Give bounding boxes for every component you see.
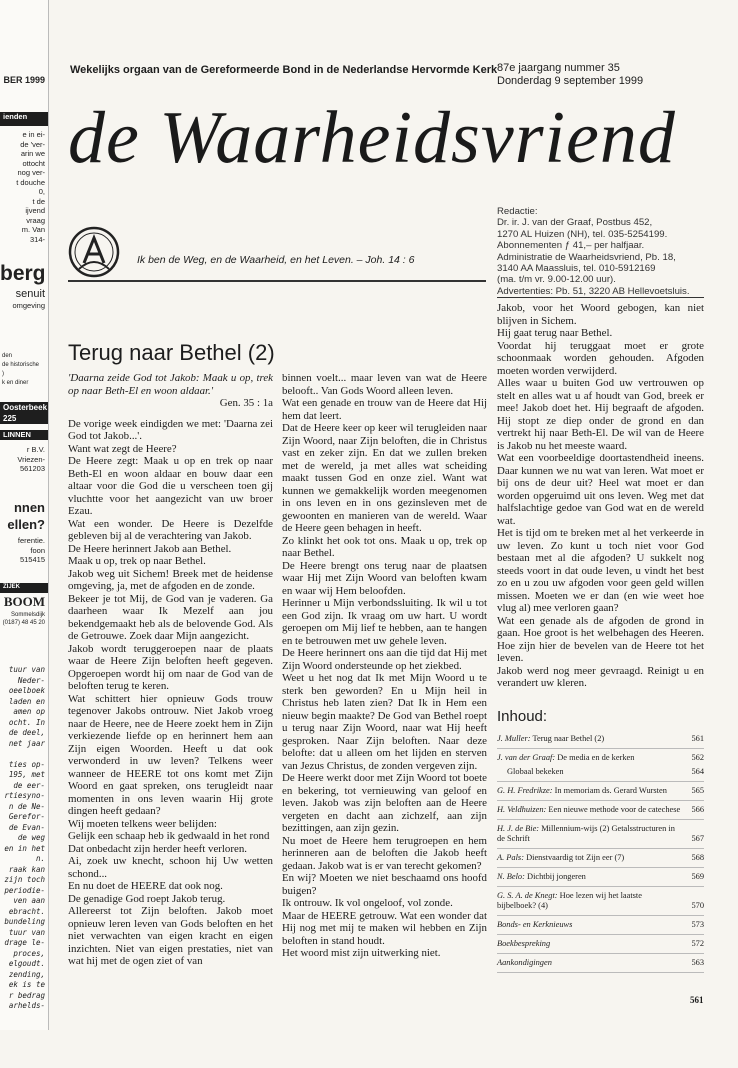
toc-title: Dienstvaardig tot Zijn eer (7) <box>526 853 625 862</box>
toc-entry-text <box>497 786 682 796</box>
article-paragraph: Allereerst tot Zijn beloften. Jakob moet opnieuw leren leven van Gods beloften en het niet verwachten van eigen kracht en eigen inzichten. Niet van eigen prestaties, niet van wat hij met de ogen ziet of van <box>68 905 273 967</box>
issue-date: Donderdag 9 september 1999 <box>497 75 644 87</box>
article-paragraph: De Heere werkt door met Zijn Woord tot boete en bekering, tot vernieuwing van geloof en leven. Jakob was zijn beloften aan de Heere vergeten en dacht aan zichzelf, aan zijn bezittingen, aan zijn gezin. <box>282 772 487 834</box>
article-paragraph: Voordat hij teruggaat moet er grote schoonmaak worden gehouden. Afgoden moeten worden verwijderd. <box>497 339 704 377</box>
toc-author: J. Muller: <box>497 734 531 743</box>
toc-entry <box>497 782 704 801</box>
redactie-line: Abonnementen ƒ 41,– per halfjaar. <box>497 240 645 252</box>
toc-entry <box>497 849 704 868</box>
toc-entry-text <box>497 920 682 930</box>
strip-sub2: omgeving <box>12 301 45 310</box>
alpha-omega-logo-icon <box>67 225 121 279</box>
article-paragraph: Hij gaat terug naar Bethel. <box>497 327 613 339</box>
toc-title: Dichtbij jongeren <box>527 872 586 881</box>
article-paragraph: Gen. 35 : 1a <box>219 397 273 409</box>
issue-volume: 87e jaargang nummer 35 <box>497 62 620 74</box>
strip-boom: BOOM <box>3 594 45 609</box>
toc-author: H. Veldhuizen: <box>497 805 547 814</box>
article-paragraph: Jakob weg uit Sichem! Breek met de heidense omgeving, ja, met de afgoden en de zonde. <box>68 567 273 592</box>
toc-page: 569 <box>691 872 704 881</box>
article-paragraph: En wij? Moeten we niet beschaamd ons hoofd buigen? <box>282 872 487 897</box>
toc-title: Terug naar Bethel (2) <box>532 734 605 743</box>
redactie-line: Dr. ir. J. van der Graaf, Postbus 452, <box>497 217 653 229</box>
article-paragraph: De vorige week eindigden we met: 'Daarna zei God tot Jakob...'. <box>68 417 273 442</box>
article-paragraph: Wat een voorbeeldige doortastendheid ineens. Daar kunnen we nu wat van leren. Wat moet er bij ons de deur uit? Heel wat moet er dan worden opgeruimd uit ons leven. Weg met dat halfslachtige gedoe van God wat en de wereld wat. <box>497 452 704 527</box>
strip-boom-sub: Sommelsdijk (0187) 48 45 20 <box>2 612 45 626</box>
previous-page-strip <box>0 0 49 1030</box>
redactie-info <box>497 206 690 297</box>
toc-author: N. Belo: <box>497 872 525 881</box>
article-paragraph: Wat een genade en trouw van de Heere dat Hij hem dat leert. <box>282 397 487 422</box>
article-paragraph: Wat schittert hier opnieuw Gods trouw tegenover Jakobs ontrouw. Niet Jakob vroeg naar de Heere, nee de Heere zoekt hem in Zijn verkiezende liefde op en herinnert hem aan Zijn eigen Woorden. Heeft u dat ook verwonderd in uw leven? Telkens weer wanneer de HEERE tot ons komt met Zijn Woord en gaat spreken, ons terugleidt naar momenten in ons leven waarin Hij grote dingen heeft gedaan? <box>68 692 273 817</box>
toc-page: 568 <box>691 853 704 862</box>
toc-page: 565 <box>691 786 704 795</box>
article-paragraph: Maak u op, trek op naar Bethel. <box>68 555 206 567</box>
toc-entry-text <box>497 734 682 744</box>
article-paragraph: De Heere herinnert Jakob aan Bethel. <box>68 542 232 555</box>
toc-author: H. J. de Bie: <box>497 824 540 833</box>
article-paragraph: Alles waar u buiten God uw vertrouwen op stelt en alles wat u af houdt van God, breek er mee! Jakob doet het. Hij begraaft de afgoden. Hij stopt ze diep onder de grond en dan vertrekt hij naar Beth-El. De wil van de Heere is Jakob nu het meeste waard. <box>497 377 704 452</box>
article-paragraph: Het is tijd om te breken met al het verkeerde in uw leven. Zo kunt u toch niet voor God bestaan met al die afgoden? U sukkelt nog steeds voort in dat oude leven, u vindt het best zo en u zou uw afgoden voor geen geld willen missen. Moeten we er dan (en wie weet hoe vlug al) mee verloren gaan? <box>497 527 704 614</box>
motto: Ik ben de Weg, en de Waarheid, en het Leven. – Joh. 14 : 6 <box>137 254 415 266</box>
masthead-title: de Waarheidsvriend <box>68 97 676 179</box>
page-number: 561 <box>690 995 704 1005</box>
strip-address: r B.V. Vriezen- 561203 <box>17 445 45 473</box>
toc-entry-text <box>497 958 682 968</box>
tagline: Wekelijks orgaan van de Gereformeerde Bond in de Nederlandse Hervormde Kerk <box>70 64 498 76</box>
toc-entry <box>497 868 704 887</box>
toc-entry-text <box>497 753 682 763</box>
strip-ad-1: Oosterbeek 225 <box>0 402 48 424</box>
toc-entry <box>497 935 704 954</box>
toc-entry <box>497 749 704 767</box>
strip-date: BER 1999 <box>3 75 45 85</box>
article-paragraph: Weet u het nog dat Ik met Mijn Woord u te sterk ben geworden? En u Mijn heil in Christus heb laten zien? Dat Ik in Hem een nieuw begin maakte? De God van Bethel roept u terug naar Zijn Woord, naar wat Hij heeft gesproken. Naar Zijn beloften. Naar deze belofte: dat u alleen om het lijden en sterven van Jezus Christus, de zonden vergeven zijn. <box>282 672 487 772</box>
article-column-1 <box>68 372 273 968</box>
toc-title: Bonds- en Kerknieuws <box>497 920 573 929</box>
article-paragraph: Bekeer je tot Mij, de God van je vaderen. Ga daarheen waar Ik Mezelf aan jou bekendgemaakt heb als de belovende God. Als de Getrouwe. Zoek daar Mijn aangezicht. <box>68 592 273 642</box>
toc-entry <box>497 801 704 820</box>
toc-entry-text <box>497 872 682 882</box>
strip-small: den de historische ) k en diner <box>2 353 40 386</box>
article-paragraph: Het woord mist zijn uitwerking niet. <box>282 947 441 959</box>
article-paragraph: Wat een wonder. De Heere is Dezelfde gebleven bij al de verachtering van Jakob. <box>68 517 273 542</box>
article-paragraph: Maar de HEERE getrouw. Wat een wonder dat Hij nog met mij te maken wil hebben en Zijn beloften in stand houdt. <box>282 909 487 947</box>
toc-page: 566 <box>691 805 704 814</box>
toc-page: 567 <box>691 834 704 843</box>
redactie-line: 1270 AL Huizen (NH), tel. 035-5254199. <box>497 228 668 240</box>
article-paragraph: De genadige God roept Jakob terug. <box>68 892 226 905</box>
toc-page: 564 <box>691 767 704 776</box>
redactie-line: Redactie: <box>497 206 538 217</box>
article-title: Terug naar Bethel (2) <box>68 340 275 365</box>
article-paragraph: De Heere brengt ons terug naar de plaatsen waar Hij met Zijn Woord van beloften kwam en waar wij Hem beloofden. <box>282 559 487 597</box>
toc-entry <box>497 887 704 916</box>
article-paragraph: Dat onbedacht zijn herder heeft verloren. <box>68 842 248 855</box>
article-paragraph: De Heere herinnert ons aan die tijd dat Hij met Zijn Woord ondersteunde op het ziekbed. <box>282 647 487 672</box>
toc-title: In memoriam ds. Gerard Wursten <box>554 786 667 795</box>
article-paragraph: Want wat zegt de Heere? <box>68 442 177 455</box>
toc-page: 561 <box>691 734 704 743</box>
article-paragraph: De Heere zegt: Maak u op en trek op naar Beth-El en woon aldaar en bouw daar een altaar voor die God die u verscheen toen gij vluchtte voor het aangezicht van uw broer Ezau. <box>68 455 273 517</box>
toc-entry <box>497 820 704 849</box>
toc-entry-text <box>497 939 682 949</box>
article-column-3 <box>497 302 704 690</box>
toc-title: Globaal bekeken <box>507 767 564 776</box>
toc-page: 562 <box>691 753 704 762</box>
article-paragraph: binnen voelt... maar leven van wat de Heere belooft.. Van Gods Woord alleen leven. <box>282 372 487 397</box>
strip-ad-text: tuur van Neder- oeelboek laden en amen op ocht. In de deel, net jaar ties op- 195, met de eer- rtiesyno- n de Ne- Gerefor- de Evan- de weg en in het n. raak kan zijn toch periodie- ven aan ebracht. bundeling tuur van drage le- proces, elgoudt. zending, ek is te r bedrag arhelds- <box>4 665 45 1010</box>
strip-sub: senuit <box>15 288 45 300</box>
article-paragraph: Ik ontrouw. Ik vol ongeloof, vol zonde. <box>282 897 453 909</box>
article-paragraph: Dat de Heere keer op keer wil terugleiden naar Zijn Woord, naar Zijn beloften, die in Christus vast en zeker zijn. En dat we zullen breken met de wereld, ja met alles wat scheiding maakt tussen God en onze ziel. Want wat kunnen we gemakkelijk worden meegenomen in ons leven en in ons gezinsleven met de gewoonten en manieren van de wereld. Waar de Heere geen behagen in heeft. <box>282 422 487 534</box>
toc-page: 573 <box>691 920 704 929</box>
table-of-contents <box>497 730 704 973</box>
article-paragraph: 'Daarna zeide God tot Jakob: Maak u op, trek op naar Beth-El en woon aldaar.' <box>68 372 273 397</box>
toc-title: Boekbespreking <box>497 939 551 948</box>
toc-title: Millennium-wijs (2) Getalsstructuren in de Schrift <box>497 824 675 843</box>
redactie-line: 3140 AA Maassluis, tel. 010-5912169 <box>497 263 656 275</box>
strip-text: e in ei- de 'ver- arin we ottocht nog ver- t douche 0, t de ijvend vraag m. Van 314- <box>16 130 45 244</box>
toc-entry <box>497 916 704 935</box>
article-paragraph: Gelijk een schaap heb ik gedwaald in het rond <box>68 830 270 842</box>
article-paragraph: En nu doet de HEERE dat ook nog. <box>68 880 223 892</box>
toc-entry-text <box>497 853 682 863</box>
article-paragraph: Jakob werd nog meer gevraagd. Reinigt u en verandert uw kleren. <box>497 664 704 689</box>
toc-author: G. S. A. de Knegt: <box>497 891 558 900</box>
article-paragraph: Zo klinkt het ook tot ons. Maak u op, trek op naar Bethel. <box>282 534 487 559</box>
redactie-line: Administratie de Waarheidsvriend, Pb. 18, <box>497 251 676 263</box>
toc-title: Hoe lezen wij het laatste bijbelboek? (4) <box>497 891 642 910</box>
strip-question-1: nnen <box>13 500 45 515</box>
divider <box>68 280 486 282</box>
article-paragraph: Nu moet de Heere hem terugroepen en hem herinneren aan de beloften die Jakob heeft gedaan. Jakob wat is er van terecht gekomen? <box>282 834 487 872</box>
strip-question-2: ellen? <box>7 517 45 532</box>
toc-title: Aankondigingen <box>497 958 552 967</box>
redactie-line: (ma. t/m vr. 9.00-12.00 uur). <box>497 274 616 286</box>
toc-entry-text <box>497 891 682 911</box>
toc-entry <box>497 954 704 973</box>
toc-author: G. H. Fredrikze: <box>497 786 553 795</box>
issue-info <box>497 62 643 88</box>
article-paragraph: Wat een genade als de afgoden de grond in gaan. Hoe groot is het welbehagen des Heeren. Hoe zijn hier de bevelen van de Heere tot het leven. <box>497 614 704 664</box>
divider <box>497 297 704 298</box>
article-paragraph: Jakob, voor het Woord gebogen, kan niet blijven in Sichem. <box>497 302 704 327</box>
article-paragraph: Jakob wordt teruggeroepen naar de plaats waar de Heere Zijn beloften heeft gegeven. Opgeroepen wordt hij om naar de God van de beloften terug te keren. <box>68 642 273 692</box>
article-paragraph: Herinner u Mijn verbondssluiting. Ik wil u tot een God zijn. Ik vraag om uw hart. U wordt geroepen om Mij lief te hebben, aan te hangen en te betrouwen met uw gehele leven. <box>282 597 487 647</box>
strip-big-text: berg <box>0 262 46 285</box>
strip-heading: ienden <box>0 112 48 126</box>
toc-entry-text <box>497 805 682 815</box>
toc-page: 570 <box>691 901 704 910</box>
strip-ad-3: ZIJEK <box>0 583 48 593</box>
toc-title: De media en de kerken <box>557 753 635 762</box>
contents-title: Inhoud: <box>497 708 548 725</box>
article-paragraph: Ai, zoek uw knecht, schoon hij Uw wetten schond... <box>68 855 273 880</box>
strip-ad-2: LINNEN <box>0 430 48 440</box>
toc-page: 572 <box>691 939 704 948</box>
article-paragraph: Wij moeten telkens weer belijden: <box>68 817 217 830</box>
toc-author: A. Pals: <box>497 853 524 862</box>
toc-author: J. van der Graaf: <box>497 753 556 762</box>
redactie-line: Advertenties: Pb. 51, 3220 AB Hellevoetsluis. <box>497 285 690 297</box>
toc-entry <box>497 767 704 782</box>
toc-page: 563 <box>691 958 704 967</box>
strip-contact: ferentie. foon 515415 <box>17 536 45 564</box>
toc-entry <box>497 730 704 749</box>
article-column-2 <box>282 372 487 960</box>
toc-title: Een nieuwe methode voor de catechese <box>548 805 681 814</box>
toc-entry-text <box>497 824 682 844</box>
